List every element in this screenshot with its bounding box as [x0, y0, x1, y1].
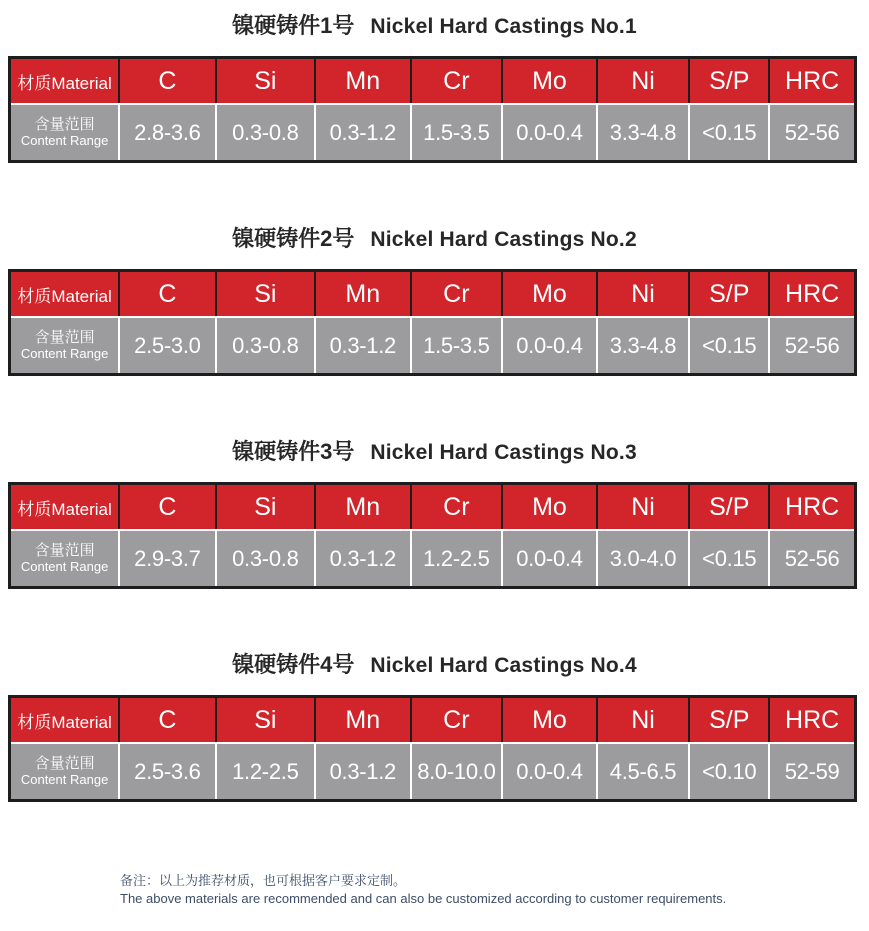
element-header-cell: HRC — [770, 272, 854, 316]
section-title — [0, 12, 869, 40]
element-header-cell: HRC — [770, 59, 854, 103]
section-title-zh: 镍硬铸件4号 — [232, 652, 355, 677]
value-cell: 0.3-1.2 — [316, 744, 410, 799]
footer-note-en: The above materials are recommended and can also be customized according to customer requirements. — [120, 890, 727, 906]
element-header-cell: Mo — [503, 698, 596, 742]
table-header-row — [11, 485, 854, 529]
section-title-en: Nickel Hard Castings No.1 — [370, 15, 637, 38]
casting-section-2 — [0, 225, 869, 376]
value-cell: 0.3-1.2 — [316, 318, 410, 373]
section-title-en: Nickel Hard Castings No.2 — [370, 228, 637, 251]
element-header-cell: S/P — [690, 272, 768, 316]
element-header-cell: Mo — [503, 272, 596, 316]
section-title — [0, 225, 869, 253]
value-cell: 0.0-0.4 — [503, 318, 596, 373]
element-header-cell: Cr — [412, 698, 502, 742]
material-header-cell: 材质Material — [11, 485, 118, 529]
element-header-cell: C — [120, 59, 214, 103]
footer-note-zh: 备注：以上为推荐材质，也可根据客户要求定制。 — [120, 873, 407, 888]
material-header-cell: 材质Material — [11, 698, 118, 742]
element-header-cell: Si — [217, 272, 314, 316]
range-label-cell — [11, 744, 118, 799]
footer-note — [120, 864, 869, 907]
value-cell: 3.3-4.8 — [598, 105, 689, 160]
range-label-zh: 含量范围 — [34, 542, 95, 560]
element-header-cell: Cr — [412, 272, 502, 316]
value-cell: 2.5-3.6 — [120, 744, 214, 799]
range-label-zh: 含量范围 — [34, 755, 95, 773]
element-header-cell: Cr — [412, 59, 502, 103]
element-header-cell: Mo — [503, 485, 596, 529]
range-label-en: Content Range — [20, 345, 109, 361]
value-cell: 52-56 — [770, 531, 854, 586]
element-header-cell: Ni — [598, 272, 689, 316]
element-header-cell: Cr — [412, 485, 502, 529]
value-cell: <0.15 — [690, 531, 768, 586]
section-title-zh: 镍硬铸件2号 — [232, 226, 355, 251]
element-header-cell: C — [120, 272, 214, 316]
range-label-zh: 含量范围 — [34, 329, 95, 347]
table-header-row — [11, 272, 854, 316]
element-header-cell: Si — [217, 59, 314, 103]
element-header-cell: C — [120, 698, 214, 742]
composition-table-2 — [8, 269, 857, 376]
value-cell: 0.3-1.2 — [316, 105, 410, 160]
value-cell: 2.8-3.6 — [120, 105, 214, 160]
element-header-cell: Si — [217, 485, 314, 529]
element-header-cell: HRC — [770, 698, 854, 742]
value-cell: 1.5-3.5 — [412, 318, 502, 373]
value-cell: 2.9-3.7 — [120, 531, 214, 586]
section-title — [0, 651, 869, 679]
section-title-en: Nickel Hard Castings No.3 — [370, 441, 637, 464]
element-header-cell: Mo — [503, 59, 596, 103]
composition-table-3 — [8, 482, 857, 589]
element-header-cell: C — [120, 485, 214, 529]
value-cell: 0.3-1.2 — [316, 531, 410, 586]
value-cell: 0.0-0.4 — [503, 531, 596, 586]
element-header-cell: Mn — [316, 59, 410, 103]
element-header-cell: S/P — [690, 59, 768, 103]
value-cell: <0.15 — [690, 318, 768, 373]
value-cell: 0.3-0.8 — [217, 318, 314, 373]
value-cell: 52-56 — [770, 318, 854, 373]
material-header-cell: 材质Material — [11, 59, 118, 103]
value-cell: 0.3-0.8 — [217, 105, 314, 160]
range-label-en: Content Range — [20, 771, 109, 787]
table-data-row — [11, 744, 854, 799]
value-cell: 52-56 — [770, 105, 854, 160]
value-cell: 1.5-3.5 — [412, 105, 502, 160]
casting-section-1 — [0, 12, 869, 163]
range-label-cell — [11, 318, 118, 373]
range-label-en: Content Range — [20, 132, 109, 148]
table-header-row — [11, 698, 854, 742]
element-header-cell: Ni — [598, 485, 689, 529]
range-label-cell — [11, 531, 118, 586]
casting-section-4 — [0, 651, 869, 802]
section-title-en: Nickel Hard Castings No.4 — [370, 654, 637, 677]
table-header-row — [11, 59, 854, 103]
range-label-cell — [11, 105, 118, 160]
element-header-cell: Ni — [598, 698, 689, 742]
value-cell: 0.0-0.4 — [503, 744, 596, 799]
range-label-en: Content Range — [20, 558, 109, 574]
element-header-cell: Mn — [316, 485, 410, 529]
value-cell: 1.2-2.5 — [217, 744, 314, 799]
value-cell: <0.15 — [690, 105, 768, 160]
value-cell: <0.10 — [690, 744, 768, 799]
element-header-cell: Mn — [316, 272, 410, 316]
value-cell: 1.2-2.5 — [412, 531, 502, 586]
value-cell: 0.0-0.4 — [503, 105, 596, 160]
casting-section-3 — [0, 438, 869, 589]
value-cell: 3.0-4.0 — [598, 531, 689, 586]
value-cell: 4.5-6.5 — [598, 744, 689, 799]
section-title-zh: 镍硬铸件3号 — [232, 439, 355, 464]
table-data-row — [11, 531, 854, 586]
table-data-row — [11, 318, 854, 373]
material-header-cell: 材质Material — [11, 272, 118, 316]
value-cell: 8.0-10.0 — [412, 744, 502, 799]
element-header-cell: Ni — [598, 59, 689, 103]
element-header-cell: S/P — [690, 698, 768, 742]
element-header-cell: Si — [217, 698, 314, 742]
section-title — [0, 438, 869, 466]
value-cell: 2.5-3.0 — [120, 318, 214, 373]
composition-table-4 — [8, 695, 857, 802]
range-label-zh: 含量范围 — [34, 116, 95, 134]
element-header-cell: Mn — [316, 698, 410, 742]
value-cell: 0.3-0.8 — [217, 531, 314, 586]
section-title-zh: 镍硬铸件1号 — [232, 13, 355, 38]
table-data-row — [11, 105, 854, 160]
element-header-cell: HRC — [770, 485, 854, 529]
value-cell: 52-59 — [770, 744, 854, 799]
element-header-cell: S/P — [690, 485, 768, 529]
value-cell: 3.3-4.8 — [598, 318, 689, 373]
composition-table-1 — [8, 56, 857, 163]
